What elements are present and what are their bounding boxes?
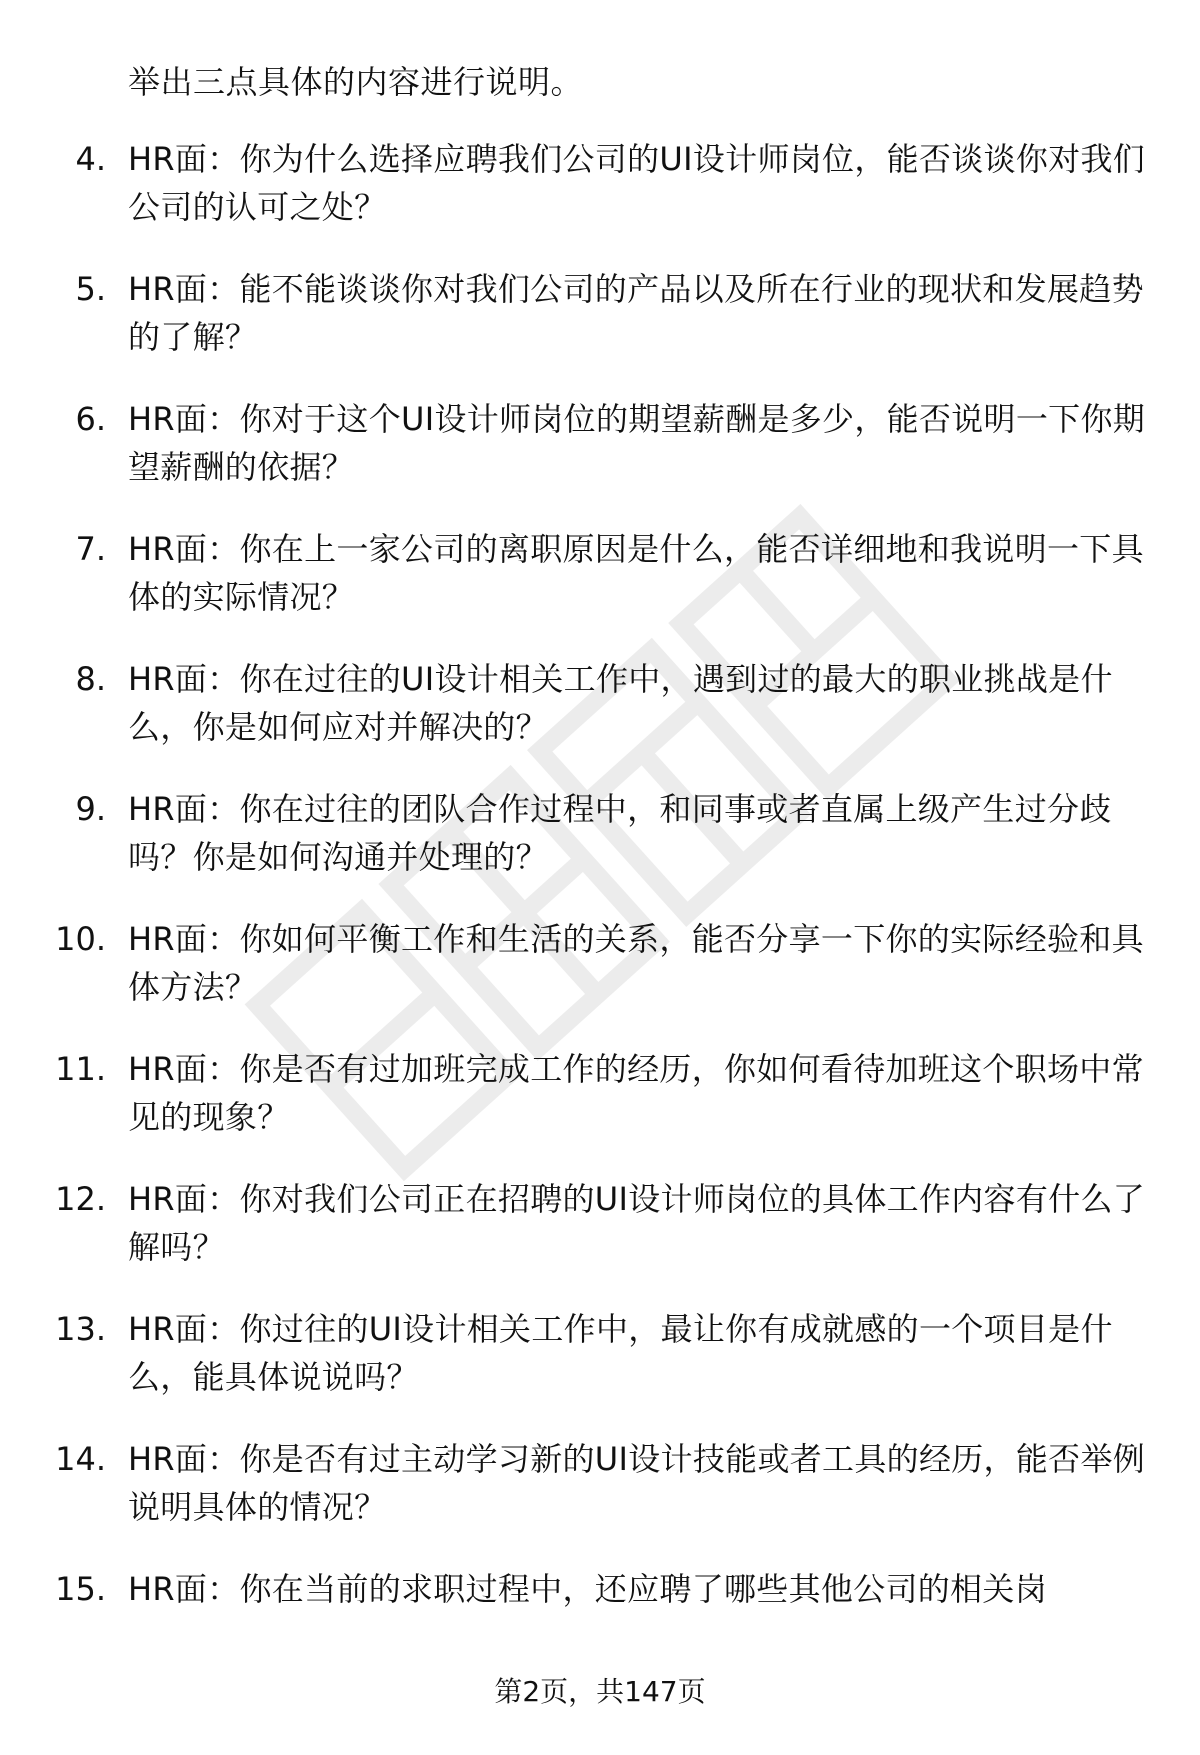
page-number-footer: 第2页，共147页	[494, 1675, 706, 1708]
item-text: HR面：你在当前的求职过程中，还应聘了哪些其他公司的相关岗	[128, 1570, 1047, 1608]
item-number: 14.	[55, 1440, 106, 1478]
item-text: HR面：你是否有过加班完成工作的经历，你如何看待加班这个职场中常见的现象？	[128, 1050, 1144, 1136]
item-number: 13.	[55, 1310, 106, 1348]
list-item	[0, 265, 1200, 361]
item-number: 10.	[55, 920, 106, 958]
list-item	[0, 785, 1200, 881]
item-number: 6.	[75, 400, 106, 438]
question-list	[0, 135, 1200, 1695]
item-number: 11.	[55, 1050, 106, 1088]
item-number: 5.	[75, 270, 106, 308]
intro-continuation-line: 举出三点具体的内容进行说明。	[128, 63, 584, 101]
item-text: HR面：你对于这个UI设计师岗位的期望薪酬是多少，能否说明一下你期望薪酬的依据？	[128, 400, 1146, 486]
list-item	[0, 915, 1200, 1011]
item-text: HR面：你在上一家公司的离职原因是什么，能否详细地和我说明一下具体的实际情况？	[128, 530, 1144, 616]
item-text: HR面：你在过往的UI设计相关工作中，遇到过的最大的职业挑战是什么，你是如何应对并解决的？	[128, 660, 1113, 746]
list-item	[0, 395, 1200, 491]
list-item	[0, 135, 1200, 231]
item-number: 7.	[75, 530, 106, 568]
list-item	[0, 525, 1200, 621]
list-item	[0, 1435, 1200, 1531]
item-text: HR面：你对我们公司正在招聘的UI设计师岗位的具体工作内容有什么了解吗？	[128, 1180, 1146, 1266]
list-item	[0, 1305, 1200, 1401]
list-item	[0, 1175, 1200, 1271]
item-number: 9.	[75, 790, 106, 828]
item-text: HR面：你如何平衡工作和生活的关系，能否分享一下你的实际经验和具体方法？	[128, 920, 1144, 1006]
item-text: HR面：你在过往的团队合作过程中，和同事或者直属上级产生过分歧吗？你是如何沟通并处理的？	[128, 790, 1112, 876]
list-item	[0, 655, 1200, 751]
item-number: 4.	[75, 140, 106, 178]
item-number: 8.	[75, 660, 106, 698]
item-text: HR面：能不能谈谈你对我们公司的产品以及所在行业的现状和发展趋势的了解？	[128, 270, 1144, 356]
item-number: 15.	[55, 1570, 106, 1608]
item-text: HR面：你为什么选择应聘我们公司的UI设计师岗位，能否谈谈你对我们公司的认可之处？	[128, 140, 1146, 226]
list-item	[0, 1045, 1200, 1141]
item-text: HR面：你是否有过主动学习新的UI设计技能或者工具的经历，能否举例说明具体的情况？	[128, 1440, 1146, 1526]
list-item	[0, 1565, 1200, 1661]
item-number: 12.	[55, 1180, 106, 1218]
item-text: HR面：你过往的UI设计相关工作中，最让你有成就感的一个项目是什么，能具体说说吗？	[128, 1310, 1113, 1396]
